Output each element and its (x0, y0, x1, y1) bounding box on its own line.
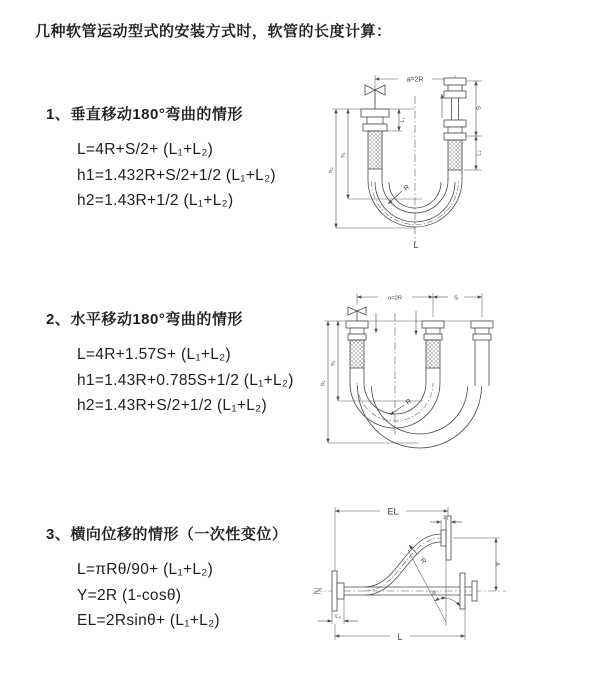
dim-label-s: S (476, 106, 483, 110)
braided-hose-section (350, 340, 364, 368)
formula-el: EL=2Rsinθ+ (L₁+L₂) (77, 612, 220, 629)
diagram-vertical-180-bend (318, 60, 503, 256)
section-lateral-displacement (46, 523, 287, 634)
dim-label-y: Y (495, 561, 503, 567)
angle-construction (408, 550, 460, 626)
dim-label-h2: h₂ (320, 380, 327, 386)
right-flange-fitting (471, 321, 493, 340)
left-flange-fitting (361, 109, 389, 131)
formula-h1: h1=1.43R+0.785S+1/2 (L₁+L₂) (77, 371, 294, 389)
valve-icon (348, 307, 366, 321)
formula-length: L=4R+1.57S+ (L₁+L₂) (77, 346, 231, 363)
section-horizontal-movement (46, 308, 294, 419)
dim-label-radius: R (418, 557, 427, 566)
braided-hose-section (426, 340, 440, 368)
dim-label-angle: θ (432, 591, 436, 597)
middle-flange-fitting (422, 321, 444, 340)
formula-h2: h2=1.43R+1/2 (L₁+L₂) (77, 192, 234, 209)
hose-s-curve (365, 534, 441, 595)
formula-length: L=πRθ/90+ (L₁+L₂) (77, 561, 214, 578)
dim-label-h1: h₁ (340, 152, 347, 158)
dim-label-length: L (397, 632, 403, 642)
section3-heading: 3、横向位移的情形（一次性变位） (46, 526, 288, 543)
dim-label-span: a=2R (387, 295, 403, 302)
dim-label-l2: L₂ (335, 614, 341, 620)
dim-label-stroke: S (454, 295, 458, 302)
diagram-lateral-displacement (310, 500, 510, 645)
braided-hose-section (448, 140, 462, 170)
diagram-horizontal-180-bend (318, 283, 498, 457)
right-flange-fittings (444, 78, 466, 140)
dim-label-radius: R (402, 183, 412, 193)
formula-h2: h2=1.43R+S/2+1/2 (L₁+L₂) (77, 397, 267, 414)
hose-u-bend (350, 340, 489, 448)
left-flange (332, 571, 344, 611)
dim-label-l1: L₁ (443, 515, 449, 521)
dim-label-el: EL (387, 506, 399, 517)
dim-label-span: a=2R (406, 76, 424, 84)
right-lower-flange (460, 573, 477, 609)
section2-heading: 2、水平移动180°弯曲的情形 (46, 311, 243, 328)
left-flange-fitting (346, 321, 368, 340)
dim-label-length: L (413, 240, 419, 250)
dim-label-h2: h₂ (328, 167, 335, 173)
dim-label-l2: L₂ (476, 150, 483, 156)
braided-hose-section (368, 131, 382, 169)
formula-y: Y=2R (1-cosθ) (77, 586, 182, 604)
right-upper-flange (441, 516, 451, 560)
dim-label-l1: L₁ (400, 117, 406, 123)
page-title: 几种软管运动型式的安装方式时，软管的长度计算： (35, 23, 392, 40)
formula-h1: h1=1.432R+S/2+1/2 (L₁+L₂) (77, 166, 276, 184)
formula-length: L=4R+S/2+ (L₁+L₂) (77, 141, 214, 158)
section-vertical-movement (46, 103, 276, 214)
section1-heading: 1、垂直移动180°弯曲的情形 (46, 106, 243, 123)
dim-label-radius: R (404, 397, 414, 407)
dim-label-h1: h₁ (330, 360, 337, 366)
